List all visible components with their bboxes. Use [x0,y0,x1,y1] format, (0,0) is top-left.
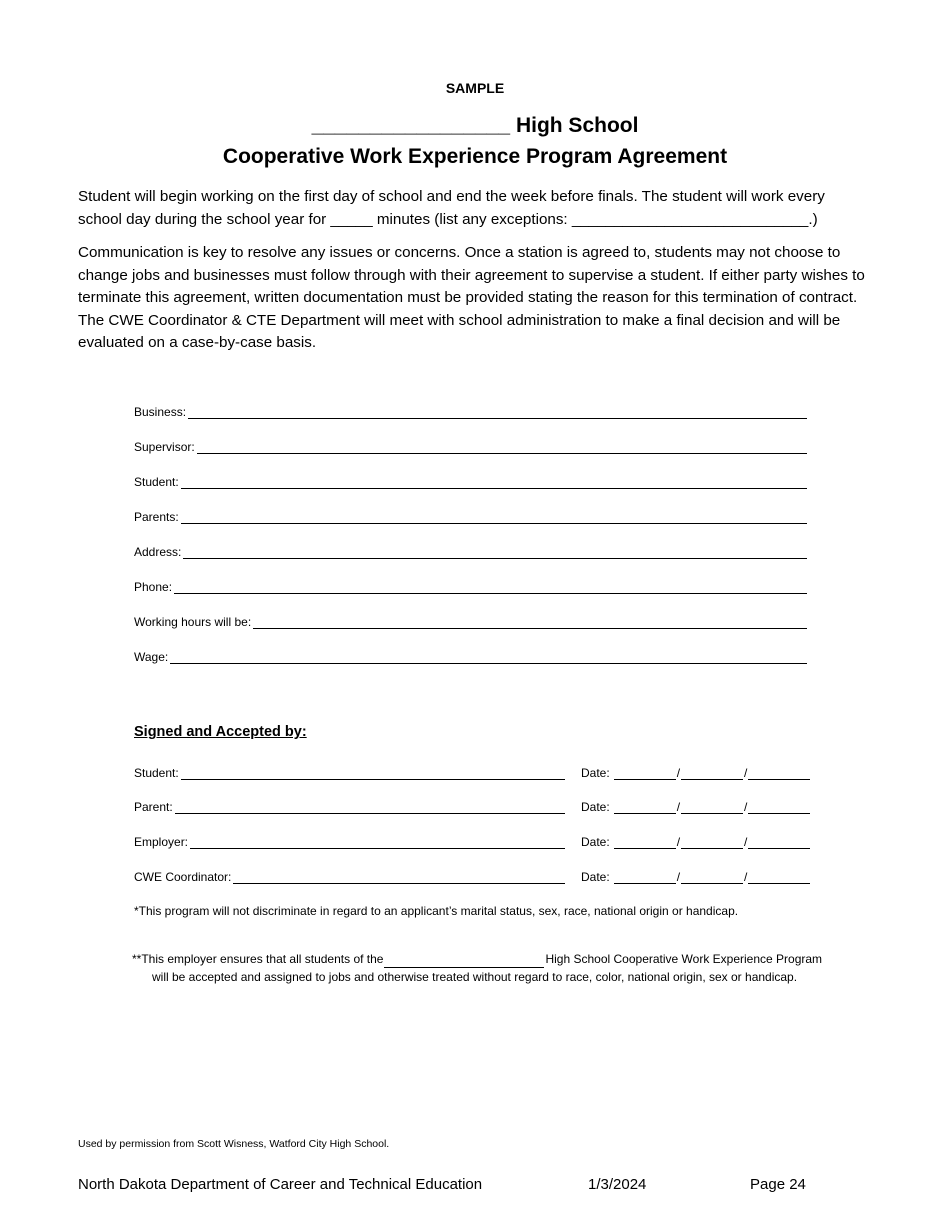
date-slash: / [676,835,681,849]
wage-field [134,646,807,664]
employer-note-line2: will be accepted and assigned to jobs and otherwise treated without regard to race, color, national origin, sex or handicap. [152,970,798,984]
date-day-line[interactable] [681,869,743,884]
footer-organization: North Dakota Department of Career and Technical Education [78,1176,483,1193]
phone-field [134,576,807,594]
date-day-line[interactable] [681,799,743,814]
employer-signature-line[interactable] [190,834,565,849]
student-signature [134,762,565,780]
employer-assurance-note [132,950,872,986]
date-day-line[interactable] [681,765,743,780]
date-slash: / [744,800,748,814]
date-label: Date: [581,870,610,884]
date-month-line[interactable] [614,869,676,884]
title-agreement: Cooperative Work Experience Program Agreement [222,145,728,168]
coordinator-signature-line[interactable] [233,869,565,884]
date-slash: / [744,870,748,884]
non-discrimination-note: *This program will not discriminate in regard to an applicant’s marital status, sex, race, national origin or handicap. [134,904,739,918]
coordinator-signature [134,866,565,884]
parent-signature-row [134,796,814,814]
employer-signature-label: Employer: [134,835,189,849]
title-school-line: _________________ High School [311,114,639,137]
wage-line[interactable] [170,649,807,664]
date-year-line[interactable] [748,765,810,780]
footer-page-number: Page 24 [750,1176,806,1193]
date-year-line[interactable] [748,799,810,814]
working-hours-label: Working hours will be: [134,615,252,629]
supervisor-line[interactable] [197,439,807,454]
address-line[interactable] [183,544,807,559]
date-month-line[interactable] [614,765,676,780]
date-month-line[interactable] [614,799,676,814]
phone-line[interactable] [174,579,807,594]
supervisor-label: Supervisor: [134,440,195,454]
parent-signature-line[interactable] [175,799,565,814]
student-signature-line[interactable] [181,765,565,780]
permission-credit: Used by permission from Scott Wisness, Watford City High School. [78,1138,390,1150]
sample-label: SAMPLE [445,80,505,96]
parent-signature-label: Parent: [134,800,173,814]
working-hours-field [134,611,807,629]
student-signature-row [134,762,814,780]
parent-date [581,796,814,814]
employer-signature [134,831,565,849]
parents-field [134,506,807,524]
parent-signature [134,796,565,814]
business-label: Business: [134,405,187,419]
student-date [581,762,814,780]
employer-note-suffix: High School Cooperative Work Experience Program [545,952,823,966]
paragraph-communication: Communication is key to resolve any issues or concerns. Once a station is agreed to, students may not choose to change jobs and businesses must follow through with their agreement to supervise a student. If either party wishes to terminate this agreement, written documentation must be provided stating the reason for this termination of contract. The CWE Coordinator & CTE Department will meet with school administration to make a final decision and will be evaluated on a case-by-case basis. [78,244,865,351]
date-year-line[interactable] [748,869,810,884]
school-name-blank[interactable] [384,955,544,968]
date-slash: / [744,835,748,849]
phone-label: Phone: [134,580,173,594]
date-label: Date: [581,766,610,780]
student-label: Student: [134,475,179,489]
business-field [134,401,807,419]
date-slash: / [676,766,681,780]
employer-signature-row [134,831,814,849]
footer-date: 1/3/2024 [588,1176,647,1193]
date-label: Date: [581,800,610,814]
date-year-line[interactable] [748,834,810,849]
student-signature-label: Student: [134,766,179,780]
business-line[interactable] [188,404,807,419]
student-line[interactable] [181,474,807,489]
date-slash: / [676,800,681,814]
supervisor-field [134,436,807,454]
wage-label: Wage: [134,650,169,664]
coordinator-date [581,866,814,884]
parents-line[interactable] [181,509,807,524]
date-label: Date: [581,835,610,849]
date-slash: / [744,766,748,780]
employer-note-prefix: **This employer ensures that all students of the [132,952,384,966]
address-field [134,541,807,559]
signed-heading: Signed and Accepted by: [134,724,307,740]
date-slash: / [676,870,681,884]
paragraph-schedule: Student will begin working on the first day of school and end the week before finals. The student will work every school day during the school year for _____ minutes (list any exceptions: ____________________________.) [78,188,825,228]
coordinator-signature-label: CWE Coordinator: [134,870,232,884]
parents-label: Parents: [134,510,179,524]
date-month-line[interactable] [614,834,676,849]
working-hours-line[interactable] [253,614,807,629]
address-label: Address: [134,545,182,559]
date-day-line[interactable] [681,834,743,849]
student-field [134,471,807,489]
employer-date [581,831,814,849]
coordinator-signature-row [134,866,814,884]
